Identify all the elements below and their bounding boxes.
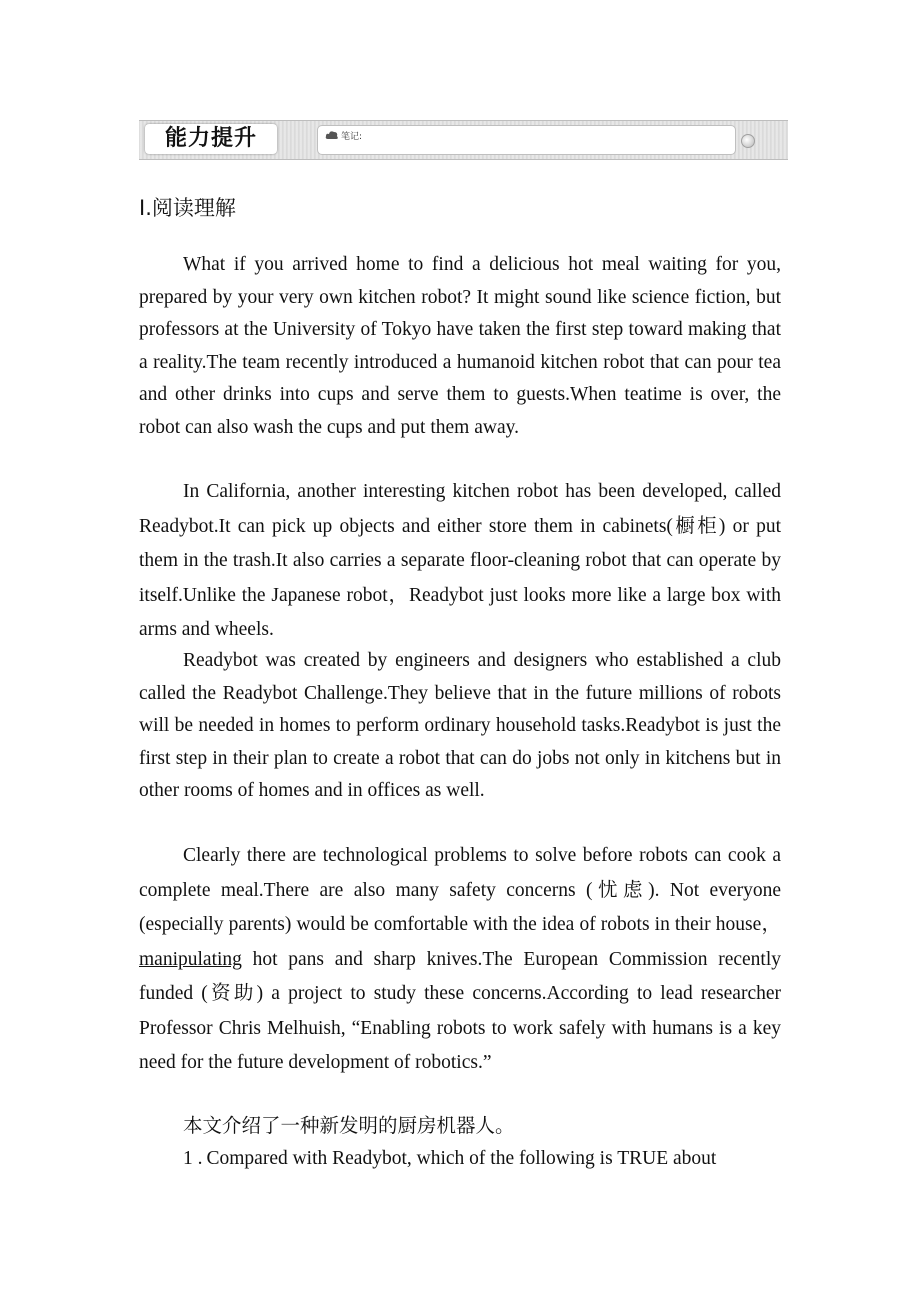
- paragraph-1: What if you arrived home to find a delicious hot meal waiting for you, prepared by your very own kitchen robot? It might sound like science fiction, but professors at the University of Tokyo have taken the first step toward making that a reality.The team recently introduced a humanoid kitchen robot that can pour tea and other drinks into cups and serve them to guests.When teatime is over, the robot can also wash the cups and put them away.: [139, 254, 781, 438]
- question-number: 1 .: [183, 1148, 203, 1169]
- note-label: 笔记:: [341, 132, 363, 142]
- paragraph-4-end: hot pans and sharp knives.The European Commission recently funded (资助) a project to study these concerns.According to lead researcher Professor Chris Melhuish, “Enabling robots to work safely with humans is a key need for the future development of robotics.”: [139, 948, 781, 1073]
- question-text: Compared with Readybot, which of the following is TRUE about: [206, 1148, 717, 1169]
- paragraph-2: In California, another interesting kitchen robot has been developed, called Readybot.It can pick up objects and either store them in cabinets(橱柜) or put them in the trash.It also carries a separate floor-cleaning robot that can operate by itself.Unlike the Japanese robot，Readybot just looks more like a large box with arms and wheels.: [139, 481, 781, 640]
- paragraph-4: [139, 839, 781, 1081]
- banner-title: 能力提升: [145, 124, 277, 154]
- paragraph-4-start: Clearly there are technological problems to solve before robots can cook a complete meal.There are also many safety concerns (忧虑). Not everyone (especially parents) would be comfortable with the idea of robots in their house，: [139, 845, 781, 935]
- passage-summary: 本文介绍了一种新发明的厨房机器人。: [183, 1114, 515, 1137]
- question-1: [183, 1148, 798, 1170]
- note-box[interactable]: [317, 125, 736, 155]
- section-banner: [139, 120, 788, 160]
- underlined-word: manipulating: [139, 948, 242, 970]
- section-heading: Ⅰ.阅读理解: [139, 196, 236, 220]
- paragraph-3: Readybot was created by engineers and designers who established a club called the Readybot Challenge.They believe that in the future millions of robots will be needed in homes to perform ordinary household tasks.Readybot is just the first step in their plan to create a robot that can do jobs not only in kitchens but in other rooms of homes and in offices as well.: [139, 650, 781, 801]
- pin-icon: [741, 134, 755, 148]
- cloud-icon: [325, 130, 339, 140]
